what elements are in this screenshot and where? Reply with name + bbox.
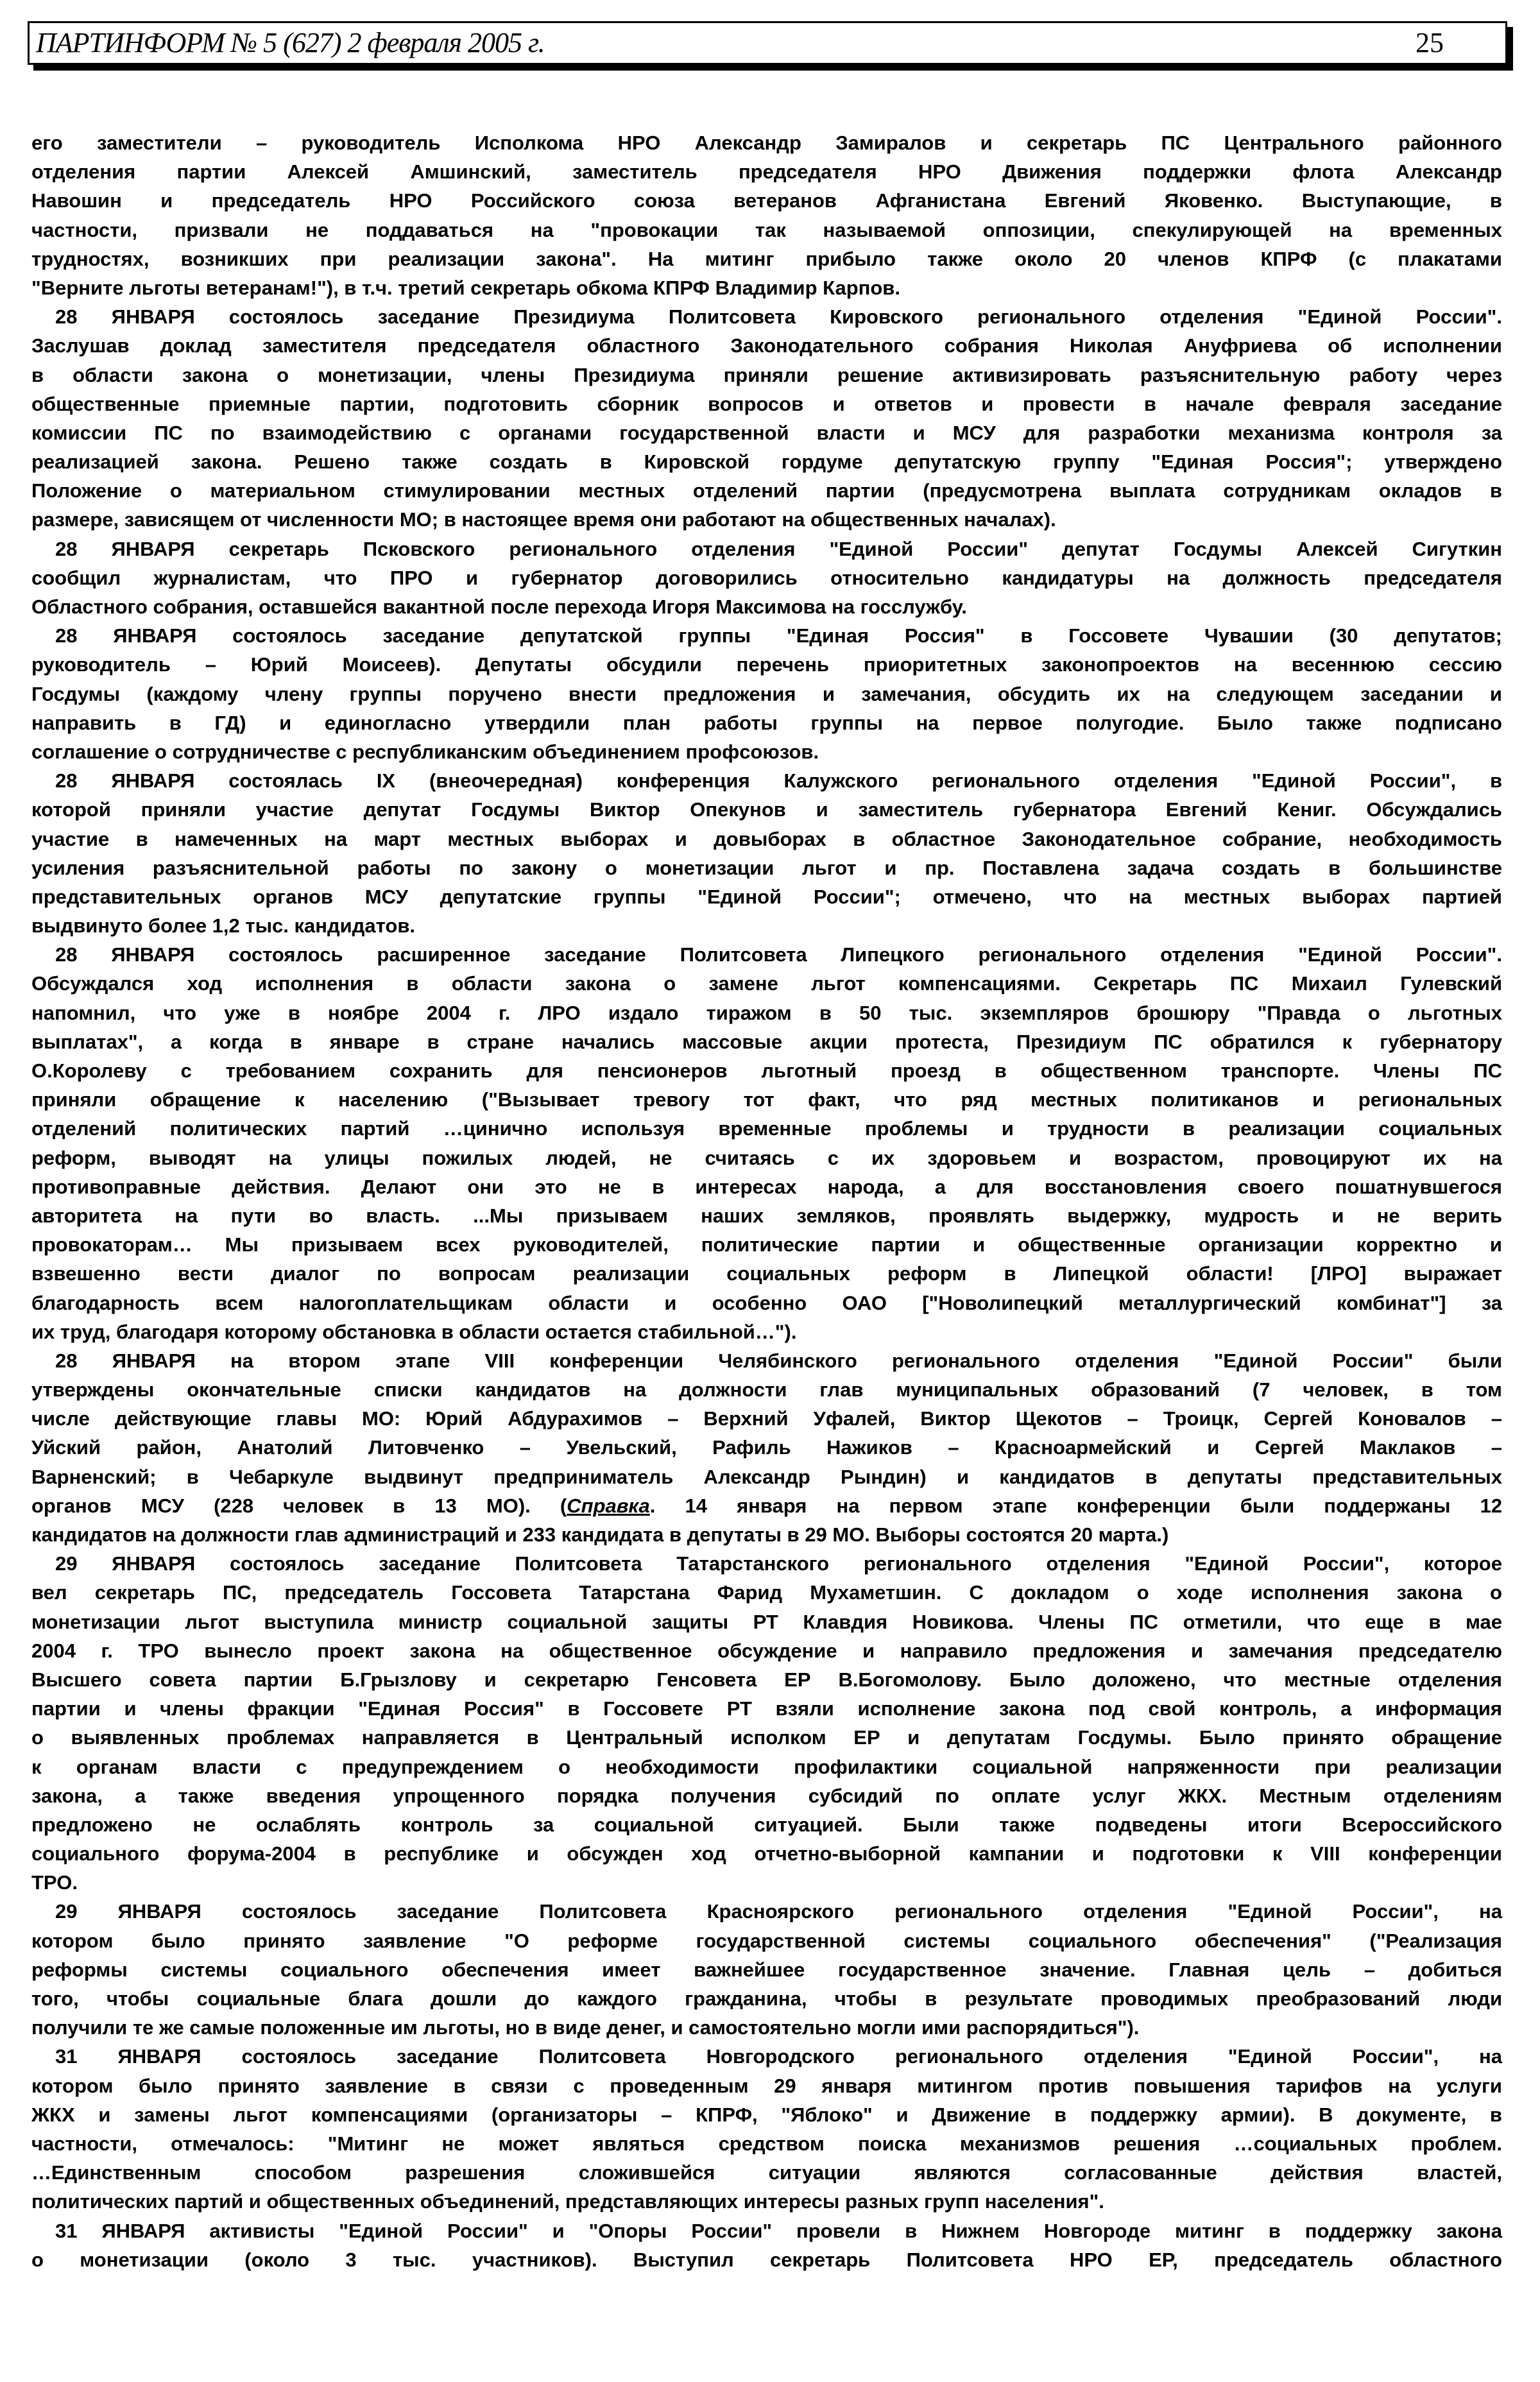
text-line: сообщил журналистам, что ПРО и губернатор договорились относительно кандидатуры на должность председателя — [31, 566, 1502, 589]
paragraph — [31, 621, 1502, 766]
text-line: 28 ЯНВАРЯ состоялась IX (внеочередная) конференция Калужского регионального отделения "Единой России", в — [55, 769, 1502, 793]
text-line: провокаторам… Мы призываем всех руководителей, политические партии и общественные организации корректно и — [31, 1233, 1502, 1256]
text-segment: . 14 января на первом этапе конференции были поддержаны 12 — [649, 1494, 1502, 1517]
text-line: утверждены окончательные списки кандидатов на должности глав муниципальных образований (7 человек, в том — [31, 1378, 1502, 1401]
text-line: приняли обращение к населению ("Вызывает тревогу тот факт, что ряд местных политиканов и региональных — [31, 1088, 1502, 1111]
text-line: отделений политических партий …цинично используя временные проблемы и трудности в реализации социальных — [31, 1117, 1502, 1140]
text-line: партии и члены фракции "Единая Россия" в Госсовете РТ взяли исполнение закона под свой контроль, а информация — [31, 1697, 1502, 1720]
reference-label: Справка — [567, 1494, 650, 1517]
text-line: закона, а также введения упрощенного порядка получения субсидий по оплате услуг ЖКХ. Местным отделениям — [31, 1784, 1502, 1807]
text-line: отделения партии Алексей Амшинский, заместитель председателя НРО Движения поддержки флота Александр — [31, 160, 1502, 184]
paragraph — [31, 2042, 1502, 2216]
text-segment: органов МСУ (228 человек в 13 МО). ( — [31, 1494, 567, 1517]
text-line: Высшего совета партии Б.Грызлову и секретарю Генсовета ЕР В.Богомолову. Было доложено, что местные отделения — [31, 1668, 1502, 1691]
text-line: котором было принято заявление в связи с проведенным 29 января митингом против повышения тарифов на услуги — [31, 2074, 1502, 2097]
text-line: Уйский район, Анатолий Литовченко – Увельский, Рафиль Нажиков – Красноармейский и Сергей Маклаков – — [31, 1436, 1502, 1459]
text-line: ЖКХ и замены льгот компенсациями (организаторы – КПРФ, "Яблоко" и Движение в поддержку армии). В документе, в — [31, 2103, 1502, 2126]
text-line: получили те же самые положенные им льготы, но в виде денег, и самостоятельно могли ими распорядиться"). — [31, 2016, 1140, 2039]
text-line: участие в намеченных на март местных выборах и довыборах в областное Законодательное собрание, необходимость — [31, 827, 1502, 850]
text-line: Навошин и председатель НРО Российского союза ветеранов Афганистана Евгений Яковенко. Выступающие, в — [31, 189, 1502, 212]
text-line: котором было принято заявление "О реформе государственной системы социального обеспечения" ("Реализация — [31, 1929, 1502, 1952]
text-line: Положение о материальном стимулировании местных отделений партии (предусмотрена выплата сотрудникам окладов в — [31, 479, 1502, 502]
text-line: 31 ЯНВАРЯ состоялось заседание Политсовета Новгородского регионального отделения "Единой России", на — [55, 2045, 1502, 2068]
text-line: к органам власти с предупреждением о необходимости профилактики социальной напряженности при реализации — [31, 1755, 1502, 1778]
text-line: напомнил, что уже в ноябре 2004 г. ЛРО издало тиражом в 50 тыс. экземпляров брошюру "Правда о льготных — [31, 1001, 1502, 1024]
page-header — [28, 21, 1507, 65]
text-line: выплатах", а когда в январе в стране начались массовые акции протеста, Президиум ПС обратился к губернатору — [31, 1030, 1502, 1053]
text-line: 29 ЯНВАРЯ состоялось заседание Политсовета Татарстанского регионального отделения "Единой России", которое — [55, 1552, 1502, 1575]
article-body — [31, 128, 1502, 2274]
text-line: о монетизации (около 3 тыс. участников). Выступил секретарь Политсовета НРО ЕР, председатель областного — [31, 2248, 1502, 2271]
publication-title: ПАРТИНФОРМ № 5 (627) 2 февраля 2005 г. — [36, 27, 545, 58]
text-line: "Верните льготы ветеранам!"), в т.ч. третий секретарь обкома КПРФ Владимир Карпов. — [31, 276, 900, 299]
text-line: выдвинуто более 1,2 тыс. кандидатов. — [31, 914, 416, 938]
text-line: направить в ГД) и единогласно утвердили план работы группы на первое полугодие. Было также подписано — [31, 711, 1502, 734]
text-line: того, чтобы социальные блага дошли до каждого гражданина, чтобы в результате проводимых преобразований люди — [31, 1987, 1502, 2010]
text-line: 31 ЯНВАРЯ активисты "Единой России" и "Опоры России" провели в Нижнем Новгороде митинг в поддержку закона — [55, 2219, 1502, 2242]
text-line: общественные приемные партии, подготовить сборник вопросов и ответов и провести в начале февраля заседание — [31, 392, 1502, 415]
text-line: частности, отмечалось: "Митинг не может являться средством поиска механизмов решения …социальных проблем. — [31, 2132, 1502, 2155]
text-line: в области закона о монетизации, члены Президиума приняли решение активизировать разъяснительную работу через — [31, 363, 1502, 386]
text-line: предложено не ослаблять контроль за социальной ситуацией. Были также подведены итоги Всероссийского — [31, 1813, 1502, 1836]
text-line: его заместители – руководитель Исполкома НРО Александр Замиралов и секретарь ПС Центрального районного — [31, 132, 1502, 154]
paragraph — [31, 1549, 1502, 1897]
paragraph — [31, 1346, 1502, 1549]
text-line: Варненский; в Чебаркуле выдвинут предприниматель Александр Рындин) и кандидатов в депутаты представительных — [31, 1465, 1502, 1488]
paragraph — [31, 940, 1502, 1346]
text-line: Госдумы (каждому члену группы поручено внести предложения и замечания, обсудить их на следующем заседании и — [31, 682, 1502, 705]
text-line: реформ, выводят на улицы пожилых людей, не считаясь с их здоровьем и возрастом, провоцируют их на — [31, 1146, 1502, 1169]
paragraph — [31, 1897, 1502, 2042]
text-line: кандидатов на должности глав администраций и 233 кандидата в депутаты в 29 МО. Выборы состоятся 20 марта.) — [31, 1523, 1169, 1546]
text-line: трудностях, возникших при реализации закона". На митинг прибыло также около 20 членов КПРФ (с плакатами — [31, 247, 1502, 270]
text-line: представительных органов МСУ депутатские группы "Единой России"; отмечено, что на местных выборах партией — [31, 885, 1502, 908]
text-line: 28 ЯНВАРЯ на втором этапе VIII конференции Челябинского регионального отделения "Единой России" были — [55, 1349, 1502, 1372]
text-line: противоправные действия. Делают они это не в интересах народа, а для восстановления своего пошатнувшегося — [31, 1175, 1502, 1198]
text-line: которой приняли участие депутат Госдумы Виктор Опекунов и заместитель губернатора Евгений Кениг. Обсуждались — [31, 798, 1502, 821]
text-line: Областного собрания, оставшейся вакантной после перехода Игоря Максимова на госслужбу. — [31, 596, 967, 618]
text-line: монетизации льгот выступила министр социальной защиты РТ Клавдия Новикова. Члены ПС отметили, что еще в мае — [31, 1610, 1502, 1633]
text-line: 29 ЯНВАРЯ состоялось заседание Политсовета Красноярского регионального отделения "Единой России", на — [55, 1900, 1502, 1923]
text-line: соглашение о сотрудничестве с республиканским объединением профсоюзов. — [31, 740, 819, 763]
text-line: 28 ЯНВАРЯ состоялось заседание депутатской группы "Единая Россия" в Госсовете Чувашии (30 депутатов; — [55, 624, 1502, 647]
text-line — [31, 1491, 1502, 1520]
text-line: 2004 г. ТРО вынесло проект закона на общественное обсуждение и направило предложения и замечания председателю — [31, 1639, 1502, 1662]
text-line: числе действующие главы МО: Юрий Абдурахимов – Верхний Уфалей, Виктор Щекотов – Троицк, Сергей Коновалов – — [31, 1407, 1502, 1430]
text-line: 28 ЯНВАРЯ секретарь Псковского регионального отделения "Единой России" депутат Госдумы Алексей Сигуткин — [55, 537, 1502, 560]
paragraph — [31, 766, 1502, 940]
text-line: ТРО. — [31, 1871, 78, 1894]
page-number: 25 — [1416, 27, 1444, 58]
text-line: О.Королеву с требованием сохранить для пенсионеров льготный проезд в общественном транспорте. Члены ПС — [31, 1059, 1502, 1082]
text-line: Обсуждался ход исполнения в области закона о замене льгот компенсациями. Секретарь ПС Михаил Гулевский — [31, 972, 1502, 995]
text-line: благодарность всем налогоплательщикам области и особенно ОАО ["Новолипецкий металлургический комбинат"] за — [31, 1291, 1502, 1314]
text-line: реформы системы социального обеспечения имеет важнейшее государственное значение. Главная цель – добиться — [31, 1958, 1502, 1981]
text-line: размере, зависящем от численности МО; в настоящее время они работают на общественных началах). — [31, 508, 1056, 531]
text-line: Заслушав доклад заместителя председателя областного Законодательного собрания Николая Ануфриева об исполнении — [31, 334, 1502, 357]
text-line: реализацией закона. Решено также создать в Кировской гордуме депутатскую группу "Единая Россия"; утверждено — [31, 450, 1502, 474]
text-line: авторитета на пути во власть. ...Мы призываем наших земляков, проявлять выдержку, мудрость и не верить — [31, 1204, 1502, 1227]
paragraph — [31, 302, 1502, 535]
text-line: социального форума-2004 в республике и обсужден ход отчетно-выборной кампании и подготовки к VIII конференции — [31, 1842, 1502, 1865]
text-line: взвешенно вести диалог по вопросам реализации социальных реформ в Липецкой области! [ЛРО] выражает — [31, 1262, 1502, 1285]
paragraph — [31, 128, 1502, 302]
text-line: руководитель – Юрий Моисеев). Депутаты обсудили перечень приоритетных законопроектов на весеннюю сессию — [31, 653, 1502, 676]
text-line: о выявленных проблемах направляется в Центральный исполком ЕР и депутатам Госдумы. Было принято обращение — [31, 1726, 1502, 1749]
text-line: усиления разъяснительной работы по закону о монетизации льгот и пр. Поставлена задача создать в большинстве — [31, 856, 1502, 879]
text-line: частности, призвали не поддаваться на "провокации так называемой оппозиции, спекулирующей на временных — [31, 218, 1502, 241]
text-line: их труд, благодаря которому обстановка в области остается стабильной…"). — [31, 1320, 797, 1343]
text-line: 28 ЯНВАРЯ состоялось заседание Президиума Политсовета Кировского регионального отделения "Единой России". — [55, 305, 1502, 329]
paragraph — [31, 2216, 1502, 2274]
text-line: …Единственным способом разрешения сложившейся ситуации являются согласованные действия властей, — [31, 2161, 1502, 2184]
paragraph — [31, 535, 1502, 622]
text-line: комиссии ПС по взаимодействию с органами государственной власти и МСУ для разработки механизма контроля за — [31, 421, 1502, 444]
text-line: политических партий и общественных объединений, представляющих интересы разных групп населения". — [31, 2190, 1104, 2213]
text-line: 28 ЯНВАРЯ состоялось расширенное заседание Политсовета Липецкого регионального отделения "Единой России". — [55, 943, 1502, 966]
text-line: вел секретарь ПС, председатель Госсовета Татарстана Фарид Мухаметшин. С докладом о ходе исполнения закона о — [31, 1581, 1502, 1604]
